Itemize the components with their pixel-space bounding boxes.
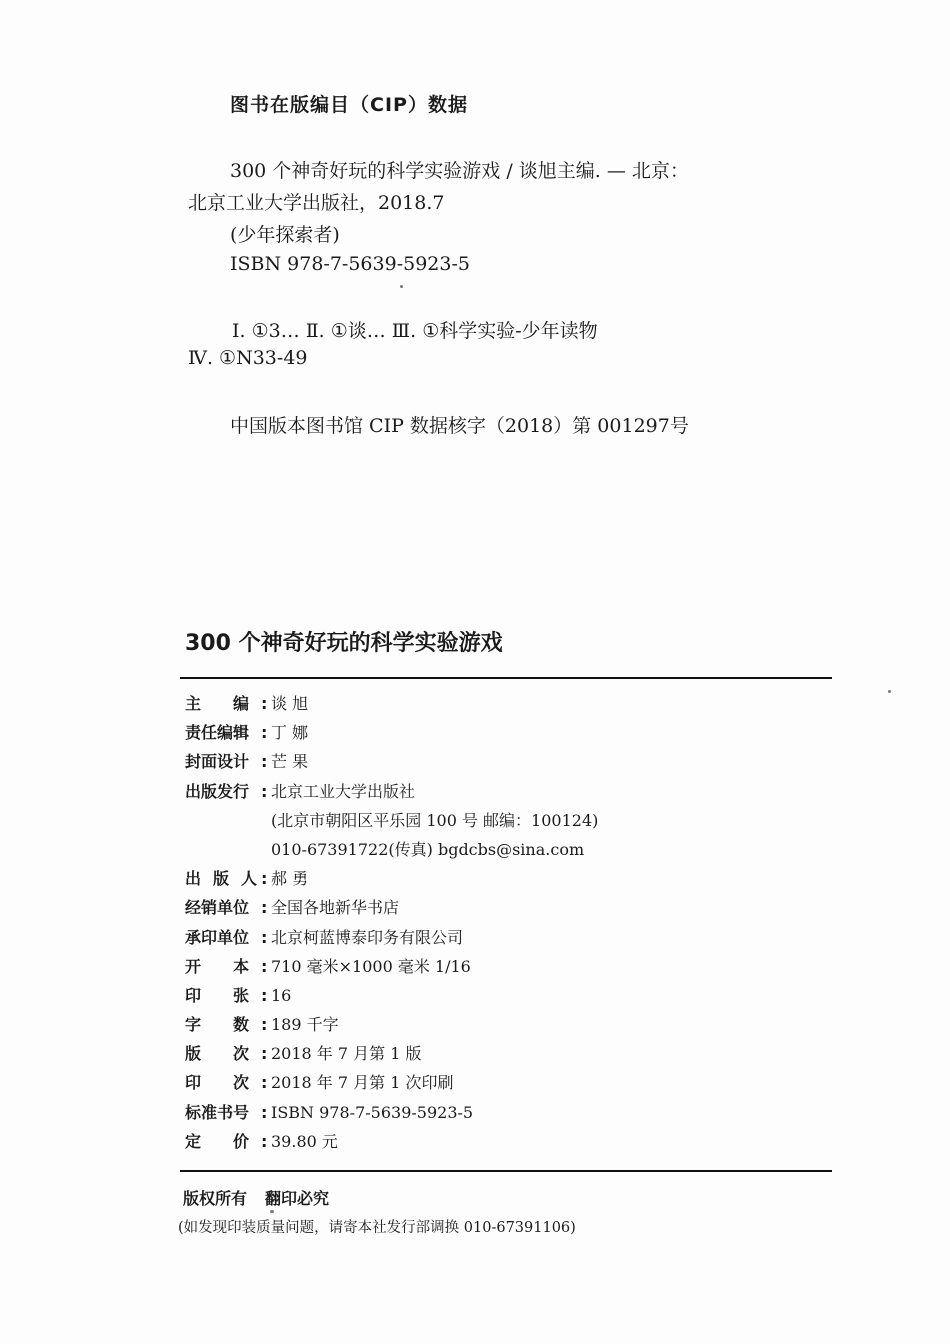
info-row-price: 定 价 : 39.80 元 <box>185 1131 338 1151</box>
divider-bottom <box>180 1170 832 1172</box>
info-label: 标准书号 <box>185 1102 250 1122</box>
cip-isbn-line: ISBN 978-7-5639-5923-5 <box>230 253 470 275</box>
info-value: 16 <box>271 985 292 1005</box>
publication-info-table <box>185 693 825 1160</box>
cip-series-line: (少年探索者) <box>230 224 340 246</box>
info-value: (北京市朝阳区平乐园 100 号 邮编：100124) <box>271 810 599 830</box>
info-label: 出 版 人 <box>185 869 257 889</box>
cip-publisher-line: 北京工业大学出版社，2018.7 <box>188 192 445 214</box>
info-label: 封面设计 <box>185 752 250 772</box>
info-row-printer: 承印单位 : 北京柯蓝博泰印务有限公司 <box>185 927 464 947</box>
scan-speck <box>888 690 891 693</box>
cip-classification-line-2: Ⅳ. ①N33-49 <box>188 347 308 369</box>
cip-title-line: 300 个神奇好玩的科学实验游戏 / 谈旭主编. — 北京： <box>230 160 689 182</box>
info-value: 010-67391722(传真) bgdcbs@sina.com <box>271 839 585 859</box>
info-value: 全国各地新华书店 <box>271 898 400 918</box>
copyright-left: 版权所有 <box>183 1189 248 1208</box>
info-row-editor: 主 编 : 谈 旭 <box>185 694 309 713</box>
info-label: 责任编辑 <box>185 723 250 743</box>
info-value: 北京柯蓝博泰印务有限公司 <box>271 927 464 947</box>
info-label: 开 本 <box>185 956 249 976</box>
info-row-sheets: 印 张 : 16 <box>185 985 292 1005</box>
info-row-format: 开 本 : 710 毫米×1000 毫米 1/16 <box>185 956 471 976</box>
scan-speck <box>400 285 403 288</box>
cip-heading: 图书在版编目（CIP）数据 <box>230 94 468 116</box>
info-label: 字 数 <box>185 1015 249 1035</box>
info-value: 2018 年 7 月第 1 次印刷 <box>271 1073 454 1093</box>
book-title: 300 个神奇好玩的科学实验游戏 <box>185 631 503 656</box>
info-row-edition: 版 次 : 2018 年 7 月第 1 版 <box>185 1044 422 1064</box>
info-row-contact <box>185 839 825 868</box>
info-label: 经销单位 <box>185 898 250 918</box>
info-value: 芒 果 <box>271 752 309 772</box>
info-value: 丁 娜 <box>271 723 309 743</box>
scan-speck <box>270 1210 274 1213</box>
cip-classification-line: Ⅰ. ①3… Ⅱ. ①谈… Ⅲ. ①科学实验-少年读物 <box>232 320 598 342</box>
info-value: 2018 年 7 月第 1 版 <box>271 1044 422 1064</box>
divider-top <box>180 677 832 679</box>
info-row-distributor: 经销单位 : 全国各地新华书店 <box>185 898 400 918</box>
info-value: 710 毫米×1000 毫米 1/16 <box>271 956 471 976</box>
info-value: 北京工业大学出版社 <box>271 781 416 801</box>
info-row-word-count: 字 数 : 189 千字 <box>185 1015 339 1035</box>
info-label: 印 张 <box>185 985 249 1005</box>
info-value: 郝 勇 <box>271 869 309 889</box>
info-value: 谈 旭 <box>271 694 309 713</box>
info-row-responsible-editor: 责任编辑 : 丁 娜 <box>185 723 309 743</box>
copyright-statement <box>183 1186 329 1209</box>
info-row-publisher-person: 出 版 人 : 郝 勇 <box>185 869 309 889</box>
info-row-printing: 印 次 : 2018 年 7 月第 1 次印刷 <box>185 1073 454 1093</box>
cip-check-number-line: 中国版本图书馆 CIP 数据核字（2018）第 001297号 <box>230 415 689 437</box>
info-label: 印 次 <box>185 1073 249 1093</box>
info-value: 39.80 元 <box>271 1131 338 1151</box>
info-row-cover-design: 封面设计 : 芒 果 <box>185 752 309 772</box>
info-row-publisher: 出版发行 : 北京工业大学出版社 <box>185 781 416 801</box>
info-label: 定 价 <box>185 1131 249 1151</box>
info-label: 主 编 <box>185 694 249 713</box>
info-label: 承印单位 <box>185 927 250 947</box>
info-value: 189 千字 <box>271 1015 339 1035</box>
copyright-right: 翻印必究 <box>265 1189 330 1208</box>
info-row-address <box>185 810 825 839</box>
info-label: 版 次 <box>185 1044 249 1064</box>
info-value: ISBN 978-7-5639-5923-5 <box>271 1102 474 1122</box>
copyright-note: (如发现印装质量问题，请寄本社发行部调换 010-67391106) <box>178 1220 576 1236</box>
info-label: 出版发行 <box>185 781 250 801</box>
info-row-isbn: 标准书号 : ISBN 978-7-5639-5923-5 <box>185 1102 474 1122</box>
